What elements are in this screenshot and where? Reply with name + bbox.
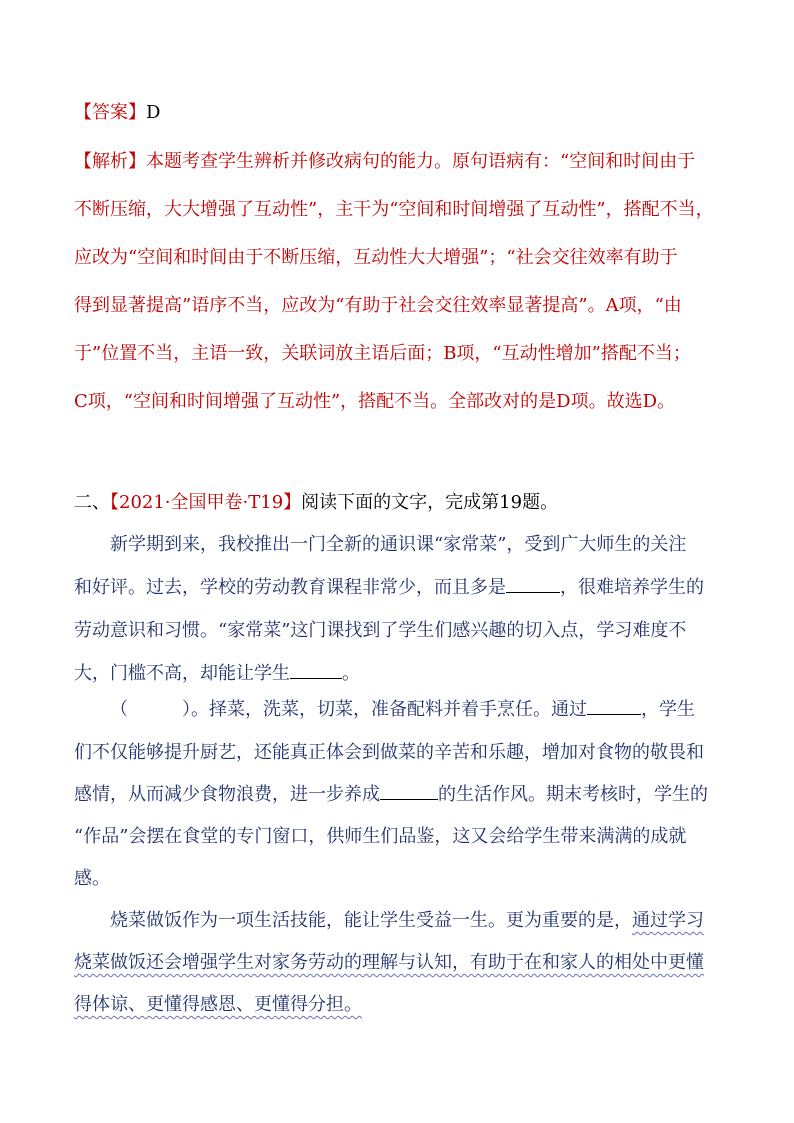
analysis-line-2: 不断压缩，大大增强了互动性”，主干为“空间和时间增强了互动性”，搭配不当，: [74, 199, 714, 220]
answer-line: [74, 98, 160, 124]
p1-text-a: 和好评。过去，学校的劳动教育课程非常少，而且多是: [74, 577, 506, 598]
question-header: [74, 488, 558, 514]
p2-line-2: 们不仅能够提升厨艺，还能真正体会到做菜的辛苦和乐趣，增加对食物的敬畏和: [74, 742, 704, 763]
p2-line-1: [110, 695, 695, 721]
p3-underlined-b: 烧菜做饭还会增强学生对家务劳动的理解与认知，有助于在和家人的相处中更懂: [74, 952, 704, 973]
p2-line-3: [74, 780, 708, 806]
p3-text-a: 烧菜做饭作为一项生活技能，能让学生受益一生。更为重要的是，: [110, 910, 632, 931]
question-instruction: 阅读下面的文字，完成第19题。: [301, 492, 559, 513]
answer-label: 【答案】: [74, 102, 146, 123]
analysis-line-4: 得到显著提高”语序不当，应改为“有助于社会交往效率显著提高”。A项，“由: [74, 295, 682, 316]
analysis-label: 【解析】: [74, 151, 146, 172]
question-source: 【2021·全国甲卷·T19】: [110, 492, 302, 513]
p3-line-1: [110, 906, 704, 932]
p1-line-3: 劳动意识和习惯。“家常菜”这门课找到了学生们感兴趣的切入点，学习难度不: [74, 620, 687, 641]
analysis-line-6: C项，“空间和时间增强了互动性”，搭配不当。全部改对的是D项。故选D。: [74, 391, 676, 412]
analysis-line-3: 应改为“空间和时间由于不断压缩，互动性大大增强”；“社会交往效率有助于: [74, 247, 678, 268]
p1-text-c: 大，门槛不高，却能让学生: [74, 663, 290, 684]
p1-text-b: ，很难培养学生的: [560, 577, 704, 598]
p2-text-a: ）。择菜，洗菜，切菜，准备配料并着手烹任。通过: [182, 699, 587, 720]
p3-line-3: [74, 990, 362, 1016]
answer-value: D: [146, 102, 161, 123]
analysis-text: 本题考查学生辨析并修改病句的能力。原句语病有：“空间和时间由于: [146, 151, 696, 172]
analysis-line-1: [74, 147, 695, 173]
p1-line-1: 新学期到来，我校推出一门全新的通识课“家常菜”，受到广大师生的关注: [110, 534, 687, 555]
blank-3: [587, 698, 641, 715]
blank-4: [380, 783, 438, 800]
p2-line-5: 感。: [74, 868, 110, 889]
p3-line-2: [74, 948, 704, 974]
analysis-line-5: 于”位置不当，主语一致，关联词放主语后面；B项，“互动性增加”搭配不当；: [74, 343, 691, 364]
p1-line-2: [74, 573, 704, 599]
blank-2: [290, 662, 342, 679]
blank-1: [506, 576, 560, 593]
p2-paren-open: （: [110, 699, 128, 720]
p2-text-b: ，学生: [641, 699, 695, 720]
p1-text-d: 。: [342, 663, 360, 684]
p2-text-d: 的生活作风。期末考核时，学生的: [438, 784, 708, 805]
p1-line-4: [74, 659, 360, 685]
p2-text-c: 感情，从而减少食物浪费，进一步养成: [74, 784, 380, 805]
p2-line-4: “作品”会摆在食堂的专门窗口，供师生们品鉴，这又会给学生带来满满的成就: [74, 826, 687, 847]
p3-underlined-c: 得体谅、更懂得感恩、更懂得分担。: [74, 994, 362, 1015]
question-number: 二、: [74, 492, 110, 513]
p3-underlined-a: 通过学习: [632, 910, 704, 931]
